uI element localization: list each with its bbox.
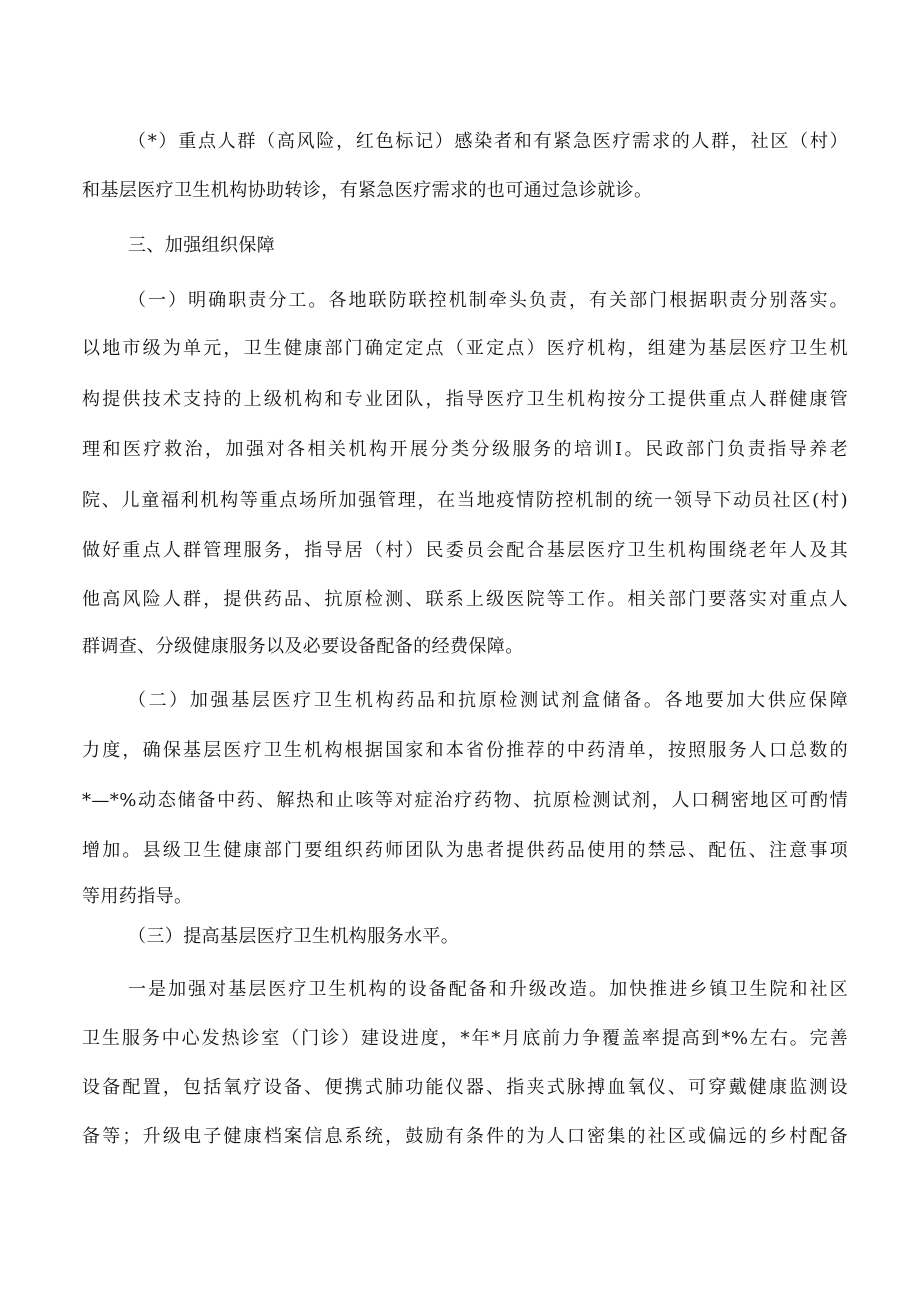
text-line-20: 设备配置，包括氧疗设备、便携式肺功能仪器、指夹式脉搏血氧仪、可穿戴健康监测设 xyxy=(82,1077,848,1098)
text-line-13: 力度，确保基层医疗卫生机构根据国家和本省份推荐的中药清单，按照服务人口总数的 xyxy=(82,740,848,761)
text-line-19: 卫生服务中心发热诊室（门诊）建设进度，*年*月底前力争覆盖率提高到*%左右。完善 xyxy=(82,1028,848,1049)
text-line-6: 构提供技术支持的上级机构和专业团队，指导医疗卫生机构按分工提供重点人群健康管 xyxy=(82,389,848,410)
text-line-5: 以地市级为单元，卫生健康部门确定定点（亚定点）医疗机构，组建为基层医疗卫生机 xyxy=(82,338,848,359)
text-line-14: *—*%动态储备中药、解热和止咳等对症治疗药物、抗原检测试剂，人口稠密地区可酌情 xyxy=(82,790,848,811)
text-line-21: 备等；升级电子健康档案信息系统，鼓励有条件的为人口密集的社区或偏远的乡村配备 xyxy=(82,1126,848,1147)
text-line-9: 做好重点人群管理服务，指导居（村）民委员会配合基层医疗卫生机构围绕老年人及其 xyxy=(82,540,848,561)
section-heading: 三、加强组织保障 xyxy=(128,235,276,256)
text-line-4: （一）明确职责分工。各地联防联控机制牵头负责，有关部门根据职责分别落实。 xyxy=(128,290,848,311)
text-line-12: （二）加强基层医疗卫生机构药品和抗原检测试剂盒储备。各地要加大供应保障 xyxy=(128,690,848,711)
text-line-18: 一是加强对基层医疗卫生机构的设备配备和升级改造。加快推进乡镇卫生院和社区 xyxy=(128,979,848,1000)
text-line-17: （三）提高基层医疗卫生机构服务水平。 xyxy=(128,926,460,947)
text-line-7: 理和医疗救治，加强对各相关机构开展分类分级服务的培训I。民政部门负责指导养老 xyxy=(82,439,848,460)
text-line-8: 院、儿童福利机构等重点场所加强管理，在当地疫情防控机制的统一领导下动员社区(村) xyxy=(82,490,848,511)
text-line-15: 增加。县级卫生健康部门要组织药师团队为患者提供药品使用的禁忌、配伍、注意事项 xyxy=(82,840,848,861)
text-line-2: 和基层医疗卫生机构协助转诊，有紧急医疗需求的也可通过急诊就诊。 xyxy=(82,180,653,201)
text-line-11: 群调查、分级健康服务以及必要设备配备的经费保障。 xyxy=(82,636,524,657)
text-line-1: （*）重点人群（高风险，红色标记）感染者和有紧急医疗需求的人群，社区（村） xyxy=(128,131,848,152)
text-line-10: 他高风险人群，提供药品、抗原检测、联系上级医院等工作。相关部门要落实对重点人 xyxy=(82,589,848,610)
text-line-16: 等用药指导。 xyxy=(82,886,193,907)
